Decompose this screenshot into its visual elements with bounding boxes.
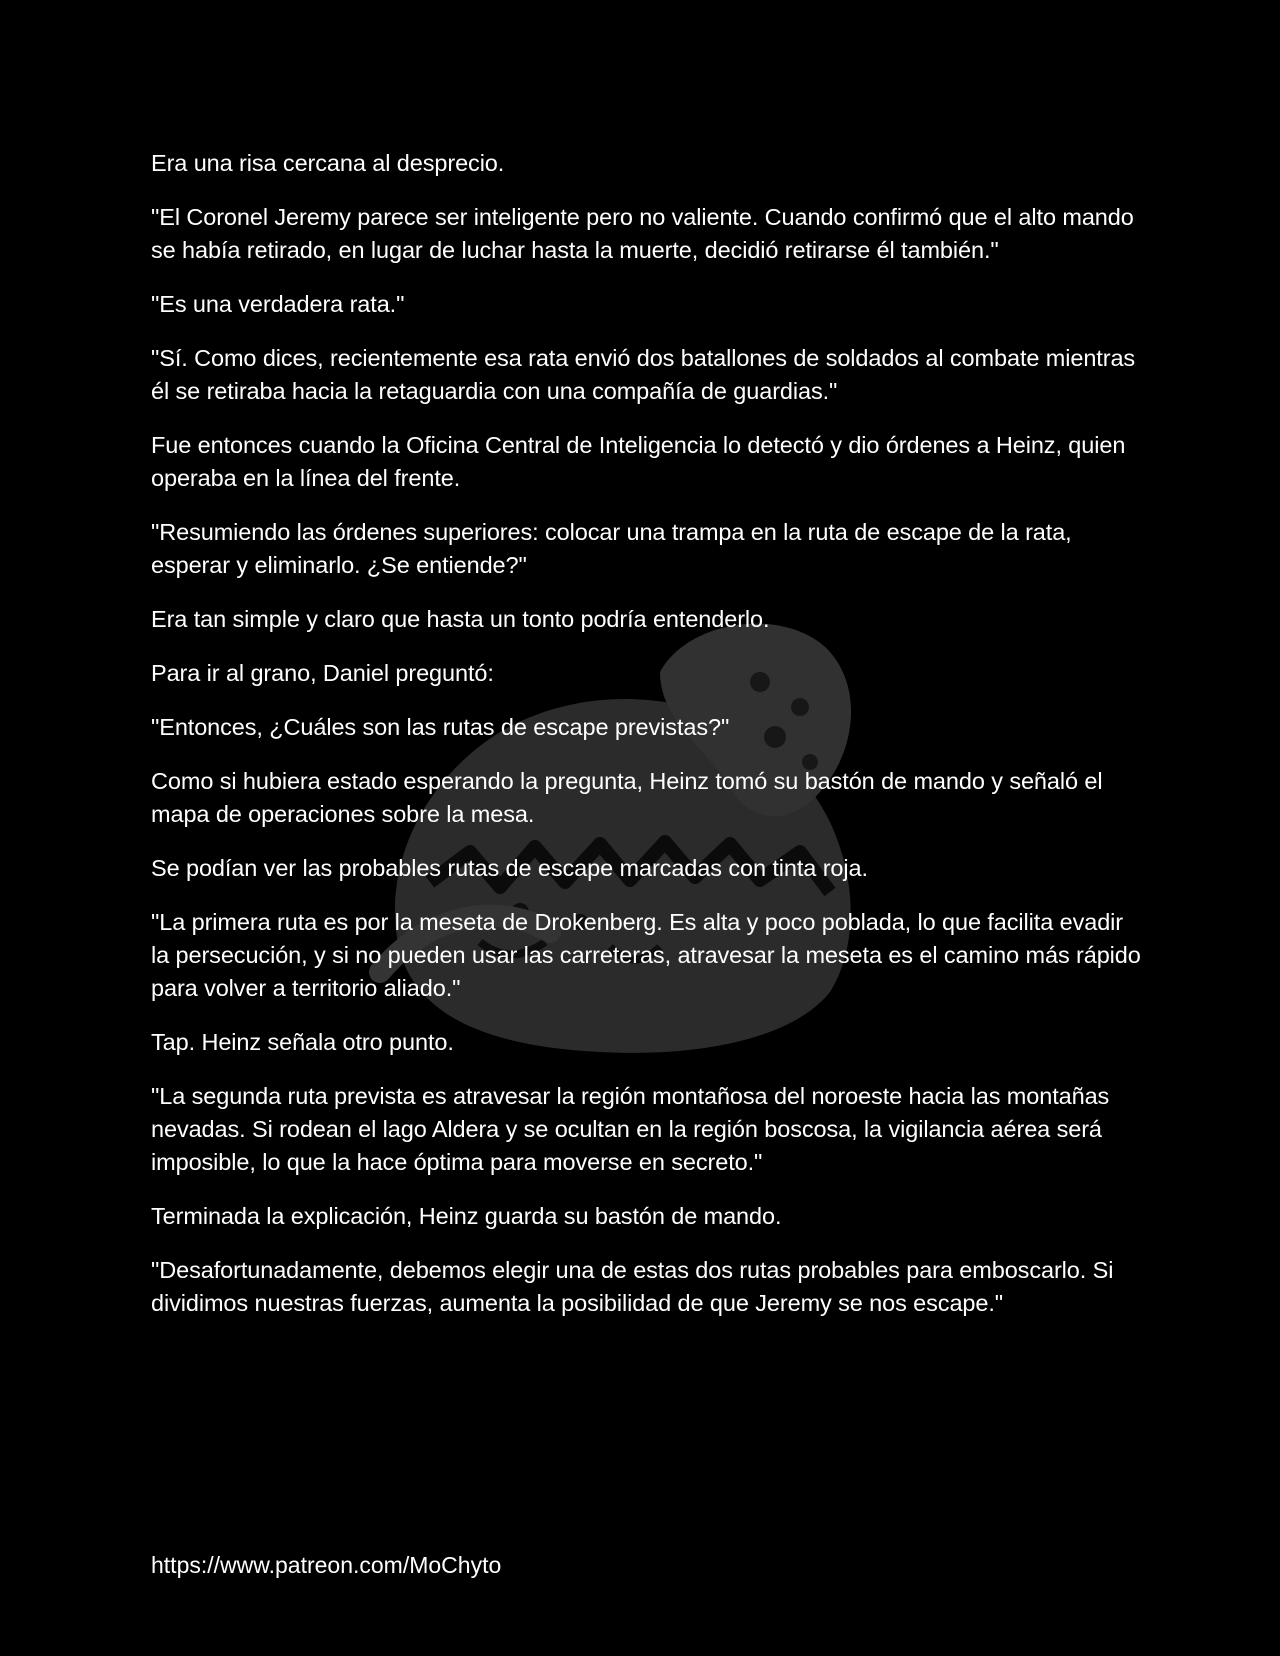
paragraph: Tap. Heinz señala otro punto. [151, 1029, 454, 1055]
paragraph: Terminada la explicación, Heinz guarda su bastón de mando. [151, 1203, 782, 1229]
paragraph: Como si hubiera estado esperando la pregunta, Heinz tomó su bastón de mando y señaló el mapa de operaciones sobre la mesa. [151, 768, 1103, 827]
chapter-text [151, 147, 1141, 1341]
paragraph: "La primera ruta es por la meseta de Drokenberg. Es alta y poco poblada, lo que facilita evadir la persecución, y si no pueden usar las carreteras, atravesar la meseta es el camino más rápido para volver a territorio aliado." [151, 909, 1141, 1001]
paragraph: "Resumiendo las órdenes superiores: colocar una trampa en la ruta de escape de la rata, esperar y eliminarlo. ¿Se entiende?" [151, 519, 1072, 578]
paragraph: Era tan simple y claro que hasta un tonto podría entenderlo. [151, 606, 770, 632]
paragraph: "Sí. Como dices, recientemente esa rata envió dos batallones de soldados al combate mientras él se retiraba hacia la retaguardia con una compañía de guardias." [151, 345, 1136, 404]
patreon-link[interactable]: https://www.patreon.com/MoChyto [151, 1552, 502, 1578]
paragraph: Para ir al grano, Daniel preguntó: [151, 660, 494, 686]
paragraph: "La segunda ruta prevista es atravesar la región montañosa del noroeste hacia las montañas nevadas. Si rodean el lago Aldera y se ocultan en la región boscosa, la vigilancia aérea será imposible, lo que la hace óptima para moverse en secreto." [151, 1083, 1110, 1175]
paragraph: "Entonces, ¿Cuáles son las rutas de escape previstas?" [151, 714, 730, 740]
paragraph: "Desafortunadamente, debemos elegir una de estas dos rutas probables para emboscarlo. Si dividimos nuestras fuerzas, aumenta la posibilidad de que Jeremy se nos escape." [151, 1257, 1114, 1316]
paragraph: "Es una verdadera rata." [151, 291, 405, 317]
paragraph: Se podían ver las probables rutas de escape marcadas con tinta roja. [151, 855, 868, 881]
paragraph: Fue entonces cuando la Oficina Central de Inteligencia lo detectó y dio órdenes a Heinz, quien operaba en la línea del frente. [151, 432, 1126, 491]
paragraph: "El Coronel Jeremy parece ser inteligente pero no valiente. Cuando confirmó que el alto mando se había retirado, en lugar de luchar hasta la muerte, decidió retirarse él también." [151, 204, 1134, 263]
paragraph: Era una risa cercana al desprecio. [151, 150, 505, 176]
